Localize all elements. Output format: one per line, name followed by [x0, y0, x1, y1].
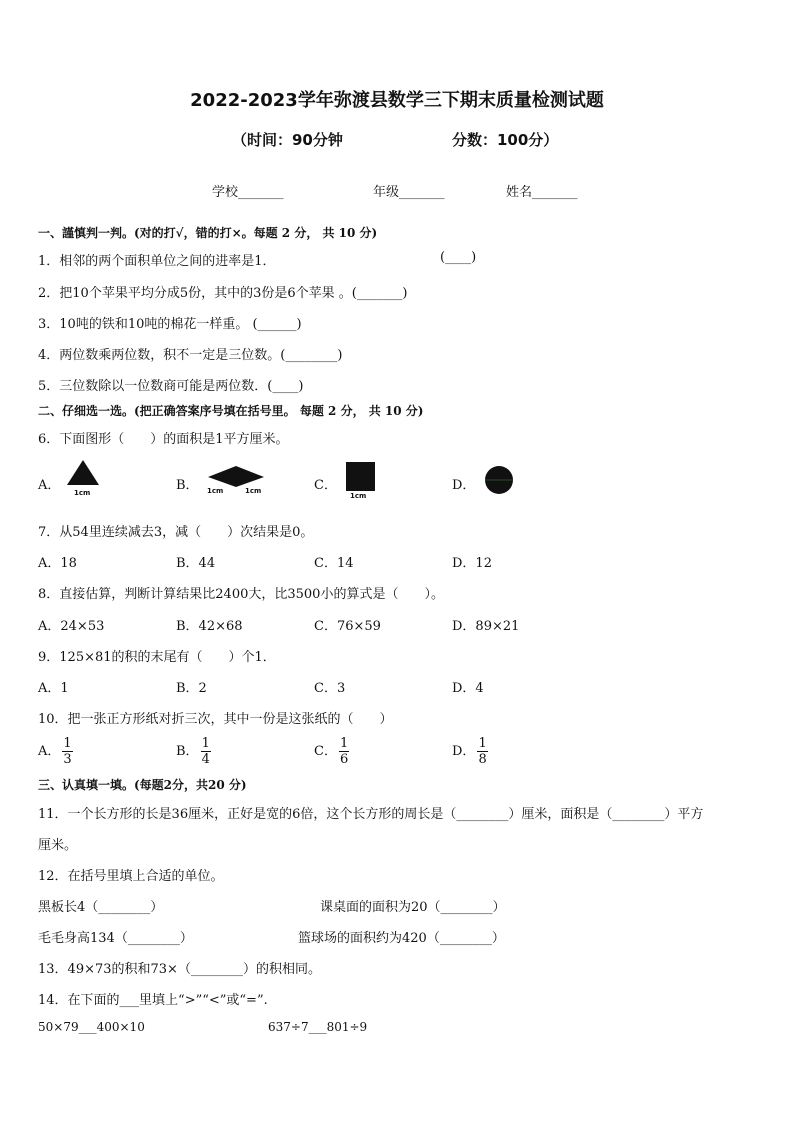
- question-13: 13．49×73的积和73×（________）的积相同。: [38, 962, 321, 977]
- triangle-shape-icon: [66, 460, 100, 488]
- q8-option-d: D．89×21: [452, 619, 520, 634]
- question-9: 9．125×81的积的末尾有（ ）个1．: [38, 650, 276, 665]
- fraction-one-third: [62, 736, 72, 767]
- q6-b-caption-right: 1cm: [245, 487, 262, 495]
- question-10: 10．把一张正方形纸对折三次，其中一份是这张纸的（ ）: [38, 712, 393, 727]
- question-2: 2．把10个苹果平均分成5份，其中的3份是6个苹果 。(_______): [38, 286, 408, 301]
- question-8: 8．直接估算，判断计算结果比2400大，比3500小的算式是（ ）。: [38, 587, 444, 602]
- question-11: 11．一个长方形的长是36厘米，正好是宽的6倍，这个长方形的周长是（________）厘米，面积是（________）平方: [38, 807, 704, 822]
- q6-option-d-label: D．: [452, 478, 476, 493]
- q12-court-area: 篮球场的面积约为420（________）: [298, 931, 505, 946]
- exam-score: 分数：100分）: [452, 131, 559, 149]
- q12-desk-area: 课桌面的面积为20（________）: [320, 900, 506, 915]
- q10-option-c: [314, 736, 349, 767]
- question-12: 12．在括号里填上合适的单位。: [38, 869, 224, 884]
- q8-option-c: C．76×59: [314, 619, 381, 634]
- question-6: 6．下面图形（ ）的面积是1平方厘米。: [38, 432, 289, 447]
- question-7: 7．从54里连续减去3，减（ ）次结果是0。: [38, 525, 314, 540]
- circle-shape-icon: [483, 465, 515, 495]
- fraction-one-sixth: [339, 736, 349, 767]
- question-1-blank[interactable]: (____): [440, 250, 477, 265]
- section2-heading: 二、仔细选一选。(把正确答案序号填在括号里。 每题 2 分， 共 10 分): [38, 404, 424, 418]
- q9-option-c: C．3: [314, 681, 346, 696]
- question-14: 14．在下面的___里填上“>”“<”或“=”.: [38, 993, 268, 1008]
- question-4: 4．两位数乘两位数，积不一定是三位数。(________): [38, 348, 343, 363]
- question-5: 5．三位数除以一位数商可能是两位数．(____): [38, 379, 304, 394]
- q10-option-d-label: D．: [452, 744, 476, 759]
- q6-c-caption: 1cm: [350, 492, 367, 500]
- question-1: 1．相邻的两个面积单位之间的进率是1．: [38, 254, 276, 269]
- section1-heading: 一、謹慎判一判。(对的打√，错的打×。每题 2 分， 共 10 分): [38, 226, 378, 240]
- q7-option-b: B．44: [176, 556, 216, 571]
- page-title: 2022-2023学年弥渡县数学三下期末质量检测试题: [190, 90, 604, 111]
- q14-compare-b: 637÷7___801÷9: [268, 1020, 368, 1034]
- fraction-numerator: 1: [478, 736, 487, 751]
- fraction-numerator: 1: [339, 736, 349, 751]
- q10-option-b: [176, 736, 211, 767]
- q7-option-a: A．18: [38, 556, 77, 571]
- q6-option-a-label: A．: [38, 478, 61, 493]
- section3-heading: 三、认真填一填。(每题2分，共20 分): [38, 778, 247, 792]
- q6-option-c-label: C．: [314, 478, 337, 493]
- rhombus-shape-icon: [207, 466, 265, 488]
- q9-option-b: B．2: [176, 681, 207, 696]
- q7-option-d: D．12: [452, 556, 492, 571]
- q6-option-b-label: B．: [176, 478, 199, 493]
- q8-option-a: A．24×53: [38, 619, 105, 634]
- fraction-one-eighth: [477, 736, 487, 767]
- name-field[interactable]: 姓名_______: [506, 185, 578, 200]
- q14-compare-a: 50×79___400×10: [38, 1020, 145, 1034]
- q10-option-c-label: C．: [314, 744, 337, 759]
- fraction-denominator: 6: [339, 752, 349, 767]
- question-11-cont: 厘米。: [38, 838, 78, 853]
- q12-height: 毛毛身高134（________）: [38, 931, 193, 946]
- q10-option-b-label: B．: [176, 744, 199, 759]
- q9-option-a: A．1: [38, 681, 69, 696]
- grade-field[interactable]: 年级_______: [373, 185, 445, 200]
- school-field[interactable]: 学校_______: [212, 185, 284, 200]
- exam-time: （时间：90分钟: [232, 131, 343, 149]
- q6-a-caption: 1cm: [74, 489, 91, 497]
- q10-option-a: [38, 736, 73, 767]
- square-shape-icon: [345, 461, 376, 492]
- q9-option-d: D．4: [452, 681, 484, 696]
- q7-option-c: C．14: [314, 556, 354, 571]
- fraction-denominator: 4: [201, 752, 210, 767]
- fraction-numerator: 1: [63, 736, 72, 751]
- fraction-denominator: 3: [63, 752, 72, 767]
- q12-blackboard: 黑板长4（________）: [38, 900, 164, 915]
- q10-option-d: [452, 736, 488, 767]
- fraction-numerator: 1: [201, 736, 210, 751]
- q6-b-caption-left: 1cm: [207, 487, 224, 495]
- q10-option-a-label: A．: [38, 744, 61, 759]
- fraction-one-fourth: [201, 736, 211, 767]
- question-3: 3．10吨的铁和10吨的棉花一样重。 (______): [38, 317, 302, 332]
- q8-option-b: B．42×68: [176, 619, 243, 634]
- fraction-denominator: 8: [478, 752, 487, 767]
